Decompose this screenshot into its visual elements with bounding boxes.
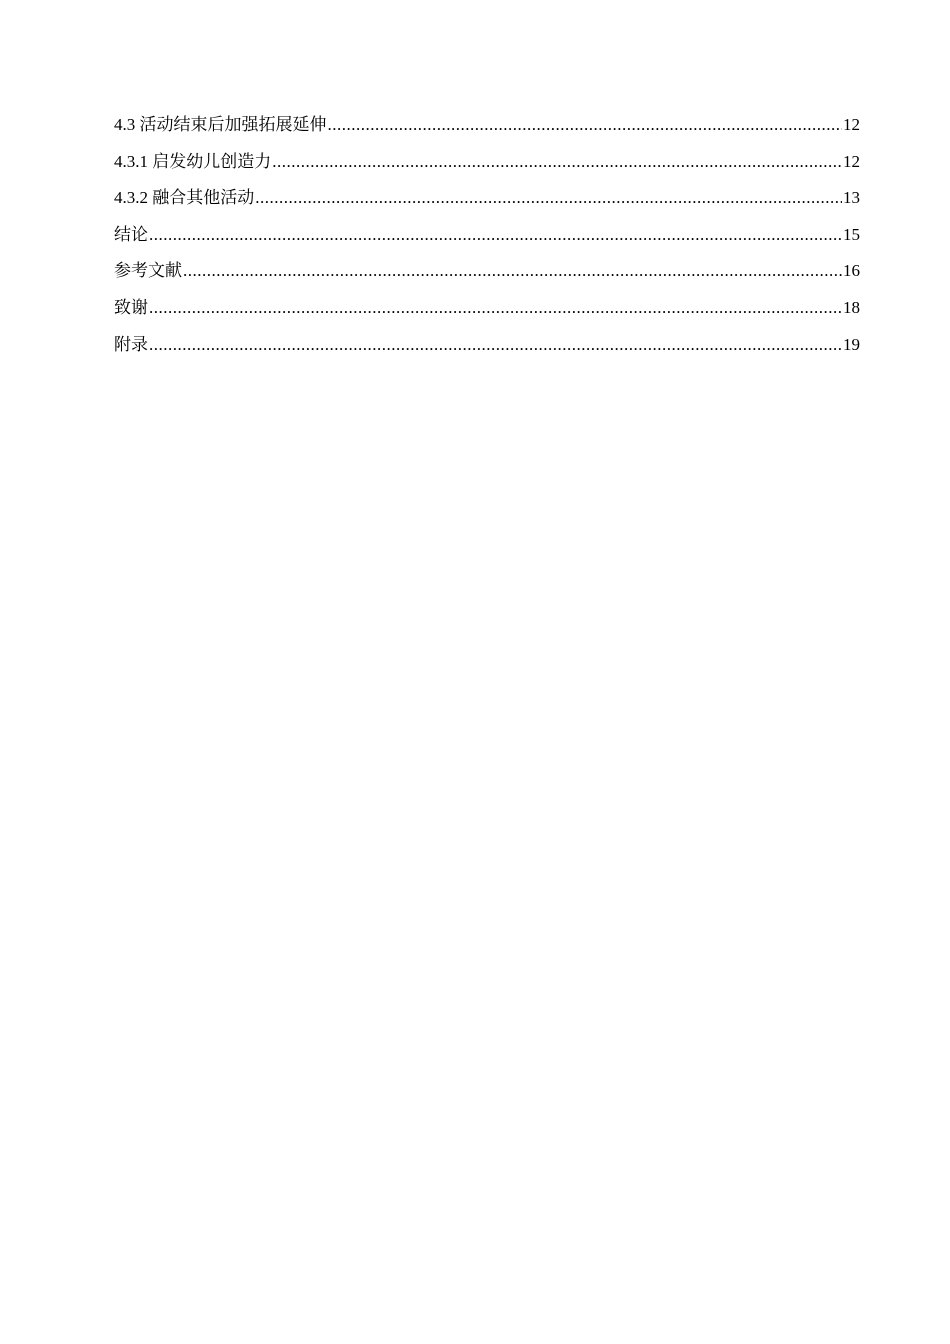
toc-entry-title: 结论	[114, 224, 148, 244]
toc-entry-conclusion[interactable]	[114, 223, 860, 260]
toc-entry-4-3[interactable]	[114, 113, 860, 150]
toc-entry-page-number: 12	[843, 151, 860, 171]
toc-entry-title: 附录	[114, 334, 148, 354]
toc-entry-page-number: 15	[843, 224, 860, 244]
toc-dot-leader	[272, 150, 842, 174]
toc-entry-title: 4.3.1 启发幼儿创造力	[114, 151, 272, 171]
toc-entry-4-3-2[interactable]	[114, 186, 860, 223]
toc-entry-page-number: 19	[843, 334, 860, 354]
toc-entry-appendix[interactable]	[114, 333, 860, 370]
toc-entry-page-number: 13	[843, 188, 860, 208]
toc-entry-references[interactable]	[114, 259, 860, 296]
toc-entry-4-3-1[interactable]	[114, 150, 860, 187]
toc-entry-title: 4.3 活动结束后加强拓展延伸	[114, 115, 327, 134]
toc-entry-acknowledgements[interactable]	[114, 296, 860, 333]
toc-entry-title: 4.3.2 融合其他活动	[114, 188, 255, 208]
toc-dot-leader	[149, 333, 842, 357]
toc-entry-page-number: 16	[843, 261, 860, 281]
toc-dot-leader	[255, 186, 842, 210]
toc-dot-leader	[328, 113, 843, 137]
toc-entry-page-number: 18	[843, 297, 860, 317]
table-of-contents	[114, 113, 860, 369]
toc-dot-leader	[183, 259, 842, 283]
toc-dot-leader	[149, 296, 842, 320]
toc-entry-title: 致谢	[114, 297, 148, 317]
toc-dot-leader	[149, 223, 842, 247]
toc-entry-page-number: 12	[843, 115, 860, 134]
toc-entry-title: 参考文献	[114, 261, 182, 281]
